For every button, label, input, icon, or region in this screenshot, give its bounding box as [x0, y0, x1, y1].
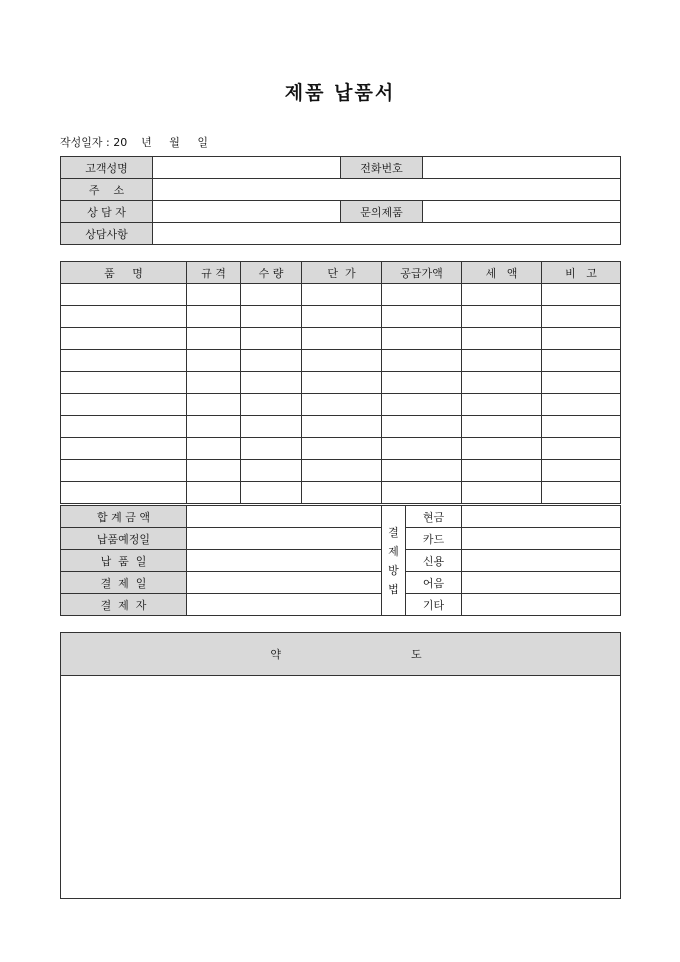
table-row [61, 306, 621, 328]
item-supply-value-cell[interactable] [382, 328, 462, 350]
item-tax-cell[interactable] [462, 438, 542, 460]
sketch-label-left: 약 [270, 648, 281, 661]
method-card-field[interactable] [462, 528, 621, 550]
item-product-cell[interactable] [61, 438, 187, 460]
item-product-cell[interactable] [61, 372, 187, 394]
customer-name-label: 고객성명 [61, 157, 153, 179]
item-quantity-cell[interactable] [241, 306, 302, 328]
item-product-cell[interactable] [61, 416, 187, 438]
customer-name-field[interactable] [153, 157, 341, 179]
table-row [61, 460, 621, 482]
column-header-unit-price: 단 가 [302, 262, 382, 284]
table-row [61, 438, 621, 460]
item-product-cell[interactable] [61, 306, 187, 328]
item-spec-cell[interactable] [187, 438, 241, 460]
payer-field[interactable] [187, 594, 382, 616]
total-amount-field[interactable] [187, 506, 382, 528]
item-quantity-cell[interactable] [241, 460, 302, 482]
table-row [61, 372, 621, 394]
item-remarks-cell[interactable] [542, 460, 621, 482]
method-credit-field[interactable] [462, 550, 621, 572]
method-bill-label: 어음 [406, 572, 462, 594]
address-field[interactable] [153, 179, 621, 201]
item-rows [61, 284, 621, 504]
item-tax-cell[interactable] [462, 284, 542, 306]
item-remarks-cell[interactable] [542, 482, 621, 504]
item-quantity-cell[interactable] [241, 416, 302, 438]
table-row [61, 482, 621, 504]
method-card-label: 카드 [406, 528, 462, 550]
item-remarks-cell[interactable] [542, 416, 621, 438]
item-unit-price-cell[interactable] [302, 438, 382, 460]
item-tax-cell[interactable] [462, 328, 542, 350]
item-supply-value-cell[interactable] [382, 460, 462, 482]
item-spec-cell[interactable] [187, 328, 241, 350]
total-amount-label: 합 계 금 액 [61, 506, 187, 528]
table-row [61, 328, 621, 350]
item-spec-cell[interactable] [187, 284, 241, 306]
method-credit-label: 신용 [406, 550, 462, 572]
payment-date-label: 결 제 일 [61, 572, 187, 594]
staff-label: 상 담 자 [61, 201, 153, 223]
item-tax-cell[interactable] [462, 306, 542, 328]
table-row [61, 416, 621, 438]
address-label: 주 소 [61, 179, 153, 201]
consult-details-label: 상담사항 [61, 223, 153, 245]
column-header-spec: 규 격 [187, 262, 241, 284]
item-quantity-cell[interactable] [241, 372, 302, 394]
inquiry-product-field[interactable] [423, 201, 621, 223]
summary-table [60, 505, 621, 616]
planned-delivery-label: 납품예정일 [61, 528, 187, 550]
item-supply-value-cell[interactable] [382, 284, 462, 306]
column-header-tax: 세 액 [462, 262, 542, 284]
item-supply-value-cell[interactable] [382, 394, 462, 416]
column-header-supply-value: 공급가액 [382, 262, 462, 284]
sketch-map-header [61, 633, 621, 676]
phone-field[interactable] [423, 157, 621, 179]
item-unit-price-cell[interactable] [302, 306, 382, 328]
item-quantity-cell[interactable] [241, 438, 302, 460]
payer-label: 결 제 자 [61, 594, 187, 616]
customer-info-table [60, 156, 621, 245]
column-header-remarks: 비 고 [542, 262, 621, 284]
method-other-label: 기타 [406, 594, 462, 616]
item-product-cell[interactable] [61, 350, 187, 372]
item-remarks-cell[interactable] [542, 350, 621, 372]
staff-field[interactable] [153, 201, 341, 223]
item-tax-cell[interactable] [462, 482, 542, 504]
item-tax-cell[interactable] [462, 350, 542, 372]
date-line: 작성일자 : 20 년 월 일 [60, 136, 209, 149]
item-unit-price-cell[interactable] [302, 460, 382, 482]
sketch-map-table [60, 632, 621, 899]
inquiry-product-label: 문의제품 [341, 201, 423, 223]
payment-date-field[interactable] [187, 572, 382, 594]
delivery-date-field[interactable] [187, 550, 382, 572]
item-supply-value-cell[interactable] [382, 306, 462, 328]
item-tax-cell[interactable] [462, 460, 542, 482]
item-tax-cell[interactable] [462, 394, 542, 416]
item-spec-cell[interactable] [187, 306, 241, 328]
item-supply-value-cell[interactable] [382, 350, 462, 372]
item-product-cell[interactable] [61, 460, 187, 482]
item-remarks-cell[interactable] [542, 372, 621, 394]
method-other-field[interactable] [462, 594, 621, 616]
item-tax-cell[interactable] [462, 372, 542, 394]
phone-label: 전화번호 [341, 157, 423, 179]
item-spec-cell[interactable] [187, 416, 241, 438]
delivery-date-label: 납 품 일 [61, 550, 187, 572]
item-unit-price-cell[interactable] [302, 394, 382, 416]
sketch-label-right: 도 [411, 648, 422, 661]
column-header-quantity: 수 량 [241, 262, 302, 284]
method-cash-label: 현금 [406, 506, 462, 528]
page-title: 제품 납품서 [284, 82, 396, 104]
item-product-cell[interactable] [61, 482, 187, 504]
sketch-map-area[interactable] [61, 676, 621, 899]
item-spec-cell[interactable] [187, 460, 241, 482]
item-quantity-cell[interactable] [241, 284, 302, 306]
method-cash-field[interactable] [462, 506, 621, 528]
item-remarks-cell[interactable] [542, 328, 621, 350]
item-unit-price-cell[interactable] [302, 482, 382, 504]
item-unit-price-cell[interactable] [302, 372, 382, 394]
item-spec-cell[interactable] [187, 372, 241, 394]
item-remarks-cell[interactable] [542, 284, 621, 306]
table-row [61, 284, 621, 306]
item-spec-cell[interactable] [187, 394, 241, 416]
item-supply-value-cell[interactable] [382, 372, 462, 394]
planned-delivery-field[interactable] [187, 528, 382, 550]
item-quantity-cell[interactable] [241, 482, 302, 504]
item-unit-price-cell[interactable] [302, 284, 382, 306]
item-tax-cell[interactable] [462, 416, 542, 438]
method-bill-field[interactable] [462, 572, 621, 594]
item-spec-cell[interactable] [187, 350, 241, 372]
table-row [61, 350, 621, 372]
item-quantity-cell[interactable] [241, 328, 302, 350]
consult-details-field[interactable] [153, 223, 621, 245]
item-supply-value-cell[interactable] [382, 438, 462, 460]
item-product-cell[interactable] [61, 284, 187, 306]
items-table [60, 261, 621, 504]
payment-method-label: 결 제 방 법 [382, 506, 406, 616]
items-header-row [61, 262, 621, 284]
item-remarks-cell[interactable] [542, 306, 621, 328]
item-product-cell[interactable] [61, 394, 187, 416]
column-header-product: 품 명 [61, 262, 187, 284]
item-spec-cell[interactable] [187, 482, 241, 504]
item-supply-value-cell[interactable] [382, 416, 462, 438]
item-remarks-cell[interactable] [542, 438, 621, 460]
item-product-cell[interactable] [61, 328, 187, 350]
item-quantity-cell[interactable] [241, 394, 302, 416]
item-remarks-cell[interactable] [542, 394, 621, 416]
item-supply-value-cell[interactable] [382, 482, 462, 504]
item-quantity-cell[interactable] [241, 350, 302, 372]
item-unit-price-cell[interactable] [302, 328, 382, 350]
table-row [61, 394, 621, 416]
item-unit-price-cell[interactable] [302, 416, 382, 438]
item-unit-price-cell[interactable] [302, 350, 382, 372]
